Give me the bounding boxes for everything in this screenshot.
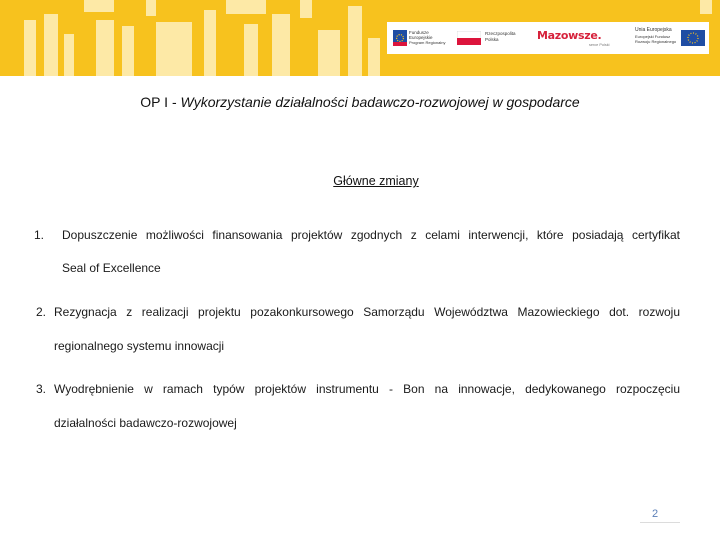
item-number: 1. bbox=[34, 228, 45, 242]
banner-decoration bbox=[156, 22, 192, 76]
banner-decoration bbox=[204, 10, 216, 76]
eu-line-3: Rozwoju Regionalnego bbox=[635, 39, 677, 44]
eu-line-2: Europejski Fundusz bbox=[635, 34, 671, 39]
banner-decoration bbox=[348, 6, 362, 76]
polish-flag-icon bbox=[457, 31, 481, 45]
banner-decoration bbox=[122, 26, 134, 76]
fe-line-2: Europejskie bbox=[409, 35, 433, 40]
banner-decoration bbox=[146, 0, 156, 16]
fundusze-europejskie-logo bbox=[391, 22, 453, 54]
banner-decoration bbox=[226, 0, 266, 14]
item-text-line-1: Rezygnacja z realizacji projektu pozakonkursowego Samorządu Województwa Mazowieckiego dot. rozwoju bbox=[54, 305, 680, 319]
item-number: 3. bbox=[36, 382, 47, 396]
item-text-line-2: regionalnego systemu innowacji bbox=[54, 339, 225, 353]
mazowsze-logo bbox=[535, 22, 615, 54]
rp-line-1: Rzeczpospolita bbox=[485, 31, 516, 36]
fe-stars-icon bbox=[393, 30, 407, 46]
rp-line-2: Polska bbox=[485, 37, 499, 42]
eu-flag-icon bbox=[681, 30, 705, 46]
banner-decoration bbox=[96, 20, 114, 76]
eu-line-1: Unia Europejska bbox=[635, 27, 672, 33]
item-text-line-2: działalności badawczo-rozwojowej bbox=[54, 416, 237, 430]
page-title bbox=[0, 94, 720, 110]
fe-line-1: Fundusze bbox=[409, 30, 429, 35]
fe-line-3: Program Regionalny bbox=[409, 40, 446, 45]
mazowsze-tagline: serce Polski bbox=[589, 43, 610, 47]
item-text-line-1: Wyodrębnienie w ramach typów projektów instrumentu - Bon na innowacje, dedykowanego rozpoczęciu bbox=[54, 382, 680, 396]
item-text-line-1: Dopuszczenie możliwości finansowania projektów zgodnych z celami interwencji, które posiadają certyfikat bbox=[62, 228, 680, 242]
banner-decoration bbox=[244, 24, 258, 76]
banner-decoration bbox=[700, 0, 712, 14]
banner-decoration bbox=[272, 14, 290, 76]
banner-decoration bbox=[318, 30, 340, 76]
page-number: 2 bbox=[652, 508, 659, 520]
item-number: 2. bbox=[36, 305, 47, 319]
banner-decoration bbox=[24, 20, 36, 76]
section-subtitle: Główne zmiany bbox=[333, 174, 419, 188]
title-prefix: OP I - bbox=[140, 94, 181, 110]
footer-divider bbox=[640, 522, 680, 523]
mazowsze-wordmark: Mazowsze. bbox=[537, 29, 602, 42]
banner-decoration bbox=[300, 0, 312, 18]
banner-decoration bbox=[44, 14, 58, 76]
header-banner bbox=[0, 0, 720, 76]
banner-decoration bbox=[84, 0, 114, 12]
rzeczpospolita-polska-logo bbox=[457, 22, 529, 54]
item-text-line-2: Seal of Excellence bbox=[62, 261, 161, 275]
logo-strip bbox=[387, 22, 709, 54]
banner-decoration bbox=[368, 38, 380, 76]
unia-europejska-logo bbox=[633, 22, 707, 54]
title-text: Wykorzystanie działalności badawczo-rozwojowej w gospodarce bbox=[180, 94, 580, 110]
banner-decoration bbox=[64, 34, 74, 76]
